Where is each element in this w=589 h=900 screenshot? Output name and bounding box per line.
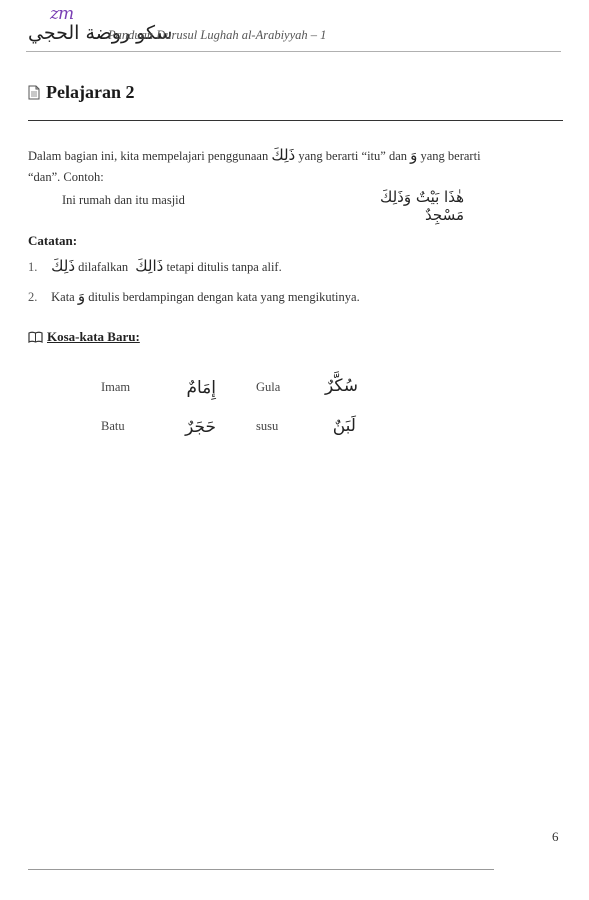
logo-script: سكو روضة الحجي [28, 22, 173, 44]
publisher-logo [26, 4, 173, 52]
note-item [28, 257, 282, 275]
vocab-arabic: سُكَّرٌ [324, 376, 358, 396]
arabic-dzalika: ذَلِكَ [271, 146, 296, 164]
note-text: ditulis berdampingan dengan kata yang mengikutinya. [88, 290, 360, 304]
vocab-arabic: لَبَنٌ [332, 416, 356, 436]
footer-divider [28, 869, 494, 870]
note-text: tetapi ditulis tanpa alif. [166, 260, 282, 274]
page-number: 6 [552, 829, 559, 844]
intro-text-1: Dalam bagian ini, kita mempelajari penggunaan [28, 149, 269, 163]
note-arabic-word: وَ [77, 287, 86, 305]
note-text: dilafalkan [78, 260, 129, 274]
note-arabic-word: ذَلِكَ [51, 257, 76, 275]
intro-text-2: yang berarti “itu” dan [298, 149, 407, 163]
note-item [28, 287, 360, 305]
example-arabic: هٰذَا بَيْتٌ وَذَلِكَ مَسْجِدٌ [379, 188, 464, 224]
note-number: 1. [28, 260, 38, 274]
running-header-title: Panduan Durusul Lughah al-Arabiyyah – 1 [108, 28, 327, 42]
lesson-heading [28, 80, 134, 104]
document-icon [28, 85, 40, 100]
vocab-latin: Batu [101, 419, 125, 433]
intro-line-2: “dan”. Contoh: [28, 170, 104, 184]
book-icon [28, 331, 43, 343]
vocab-arabic: إِمَامٌ [186, 378, 216, 398]
notes-title: Catatan: [28, 233, 78, 248]
vocab-latin: susu [256, 419, 279, 433]
note-text: Kata [51, 290, 75, 304]
heading-divider [28, 120, 563, 121]
header-divider [26, 51, 561, 52]
lesson-title: Pelajaran 2 [46, 81, 135, 102]
arabic-wa: وَ [410, 146, 418, 164]
note-number: 2. [28, 290, 38, 304]
intro-line-1 [28, 146, 481, 164]
vocab-title: Kosa-kata Baru: [47, 329, 140, 344]
intro-text-3: yang berarti [420, 149, 481, 163]
vocab-heading [28, 329, 140, 345]
logo-mark: zm [50, 4, 74, 24]
note-arabic-word: ذَالِكَ [135, 257, 164, 275]
example-translation: Ini rumah dan itu masjid [62, 193, 185, 207]
vocab-latin: Gula [256, 380, 281, 394]
vocab-arabic: حَجَرٌ [185, 417, 216, 437]
vocab-latin: Imam [101, 380, 131, 394]
